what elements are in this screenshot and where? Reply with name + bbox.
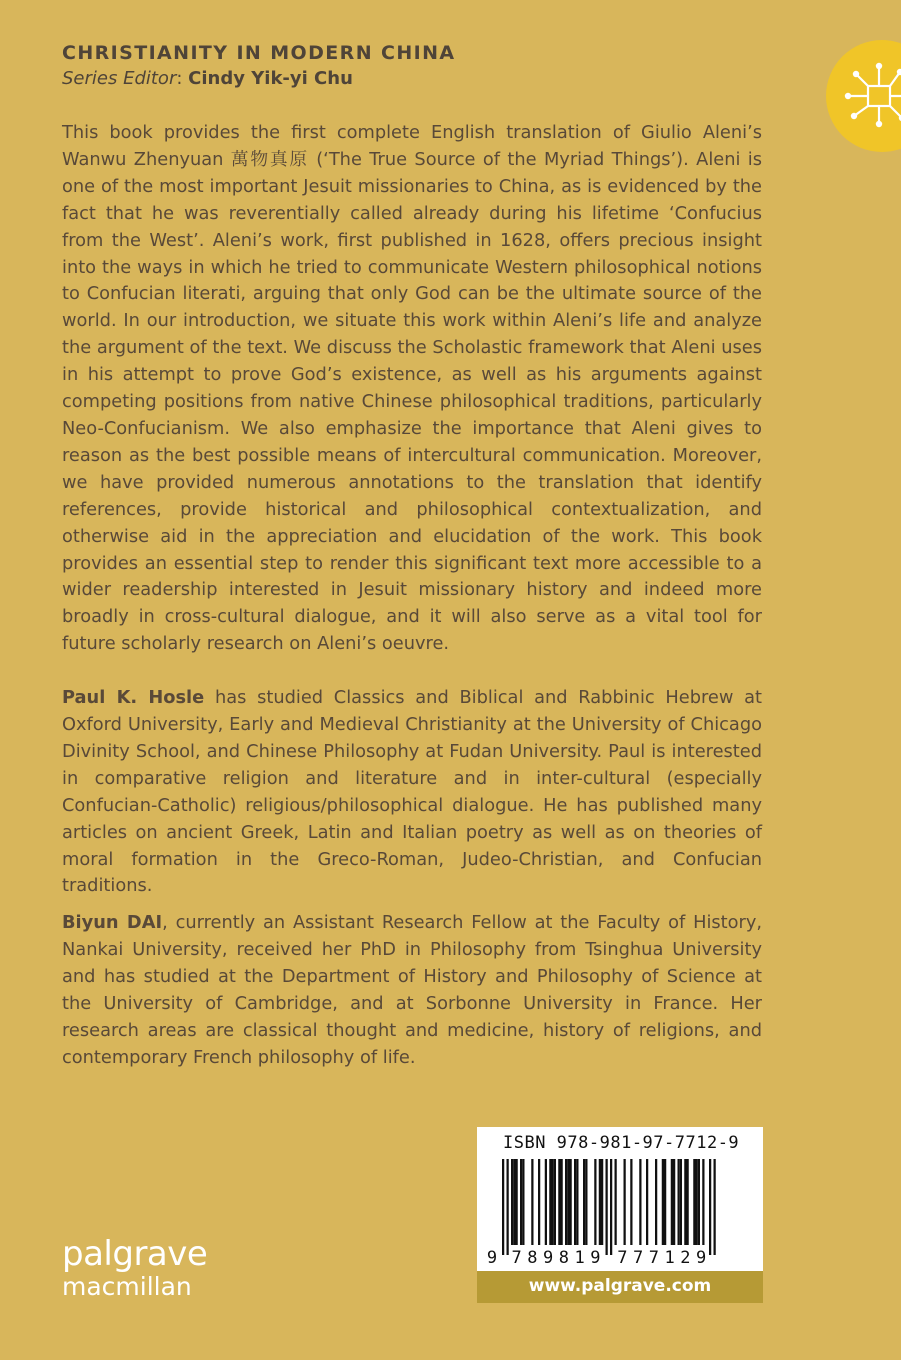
barcode-bar xyxy=(684,1159,686,1245)
barcode-digit: 7 xyxy=(617,1248,628,1268)
barcode-digit: 1 xyxy=(664,1248,675,1268)
barcode-bar xyxy=(696,1159,698,1245)
barcode-bar xyxy=(513,1159,515,1245)
barcode-digit: 9 xyxy=(543,1248,554,1268)
barcode-bar xyxy=(610,1159,612,1255)
author-name-2: Biyun DAI xyxy=(62,912,163,934)
author-bio-1 xyxy=(62,685,762,900)
barcode-bar xyxy=(630,1159,632,1245)
barcode-bar xyxy=(639,1159,641,1245)
barcode-digit: 7 xyxy=(648,1248,660,1268)
barcode-bar xyxy=(511,1159,513,1245)
isbn-label: ISBN 978-981-97-7712-9 xyxy=(503,1133,740,1153)
barcode-bar xyxy=(570,1159,572,1245)
barcode-bar xyxy=(520,1159,522,1245)
barcode-bar xyxy=(606,1159,608,1255)
barcode-bar xyxy=(646,1159,648,1245)
barcode-bar xyxy=(567,1159,569,1245)
barcode-bar xyxy=(502,1159,504,1255)
barcode-bar xyxy=(615,1159,617,1245)
series-editor-separator: : xyxy=(176,68,189,89)
barcode-bar xyxy=(624,1159,626,1245)
barcode-bar xyxy=(678,1159,680,1245)
barcode-bar xyxy=(507,1159,509,1255)
author-bio-2 xyxy=(62,910,762,1071)
barcode-bar xyxy=(531,1159,533,1245)
barcode-image xyxy=(477,1157,763,1271)
barcode-bar xyxy=(552,1159,554,1245)
barcode-bar xyxy=(561,1159,563,1245)
barcode-bars xyxy=(502,1159,716,1255)
barcode-digit: 7 xyxy=(511,1248,522,1268)
barcode-bar xyxy=(687,1159,689,1245)
publisher-url[interactable]: www.palgrave.com xyxy=(477,1271,763,1303)
series-editor xyxy=(62,66,782,92)
barcode-bar xyxy=(522,1159,524,1245)
barcode-digit: 2 xyxy=(680,1248,691,1268)
barcode-bar xyxy=(585,1159,587,1245)
barcode-bar xyxy=(599,1159,601,1245)
series-header xyxy=(62,40,782,92)
author-bio-text-1: has studied Classics and Biblical and Rabbinic Hebrew at Oxford University, Early and Medieval Christianity at the University of Chicago Divinity School, and Chinese Philosophy at Fudan University. Paul is interested in comparative religion and literature and in inter-cultural (especially Confucian-Catholic) religious/philosophical dialogue. He has published many articles on ancient Greek, Latin and Italian poetry as well as on theories of moral formation in the Greco-Roman, Judeo-Christian, and Confucian traditions. xyxy=(62,687,762,897)
barcode-bar xyxy=(576,1159,578,1245)
series-editor-name: Cindy Yik-yi Chu xyxy=(188,68,353,89)
barcode-bar xyxy=(709,1159,711,1255)
barcode-bar xyxy=(565,1159,567,1245)
barcode-bar xyxy=(693,1159,695,1245)
publisher-logo-line2: macmillan xyxy=(62,1272,192,1301)
palgrave-springer-logo-icon xyxy=(826,40,901,152)
barcode-bar xyxy=(549,1159,551,1245)
barcode-bar xyxy=(558,1159,560,1245)
barcode-digit: 1 xyxy=(574,1248,585,1268)
barcode-bar xyxy=(655,1159,657,1245)
barcode-bar xyxy=(594,1159,596,1245)
barcode-digit: 9 xyxy=(590,1248,601,1268)
barcode-bar xyxy=(664,1159,666,1245)
barcode-bar xyxy=(516,1159,518,1245)
barcode-bar xyxy=(601,1159,603,1245)
barcode-digit: 7 xyxy=(633,1248,644,1268)
barcode-bar xyxy=(673,1159,675,1245)
barcode-bar xyxy=(545,1159,547,1245)
barcode-box xyxy=(477,1127,763,1271)
series-title: CHRISTIANITY IN MODERN CHINA xyxy=(62,42,456,64)
barcode-digit: 9 xyxy=(696,1248,707,1268)
author-bio-text-2: , currently an Assistant Research Fellow at the Faculty of History, Nankai University, received her PhD in Philosophy from Tsinghua University and has studied at the Department of History and Philosophy of Science at the University of Cambridge, and at Sorbonne University in France. Her research areas are classical thought and medicine, history of religions, and contemporary French philosophy of life. xyxy=(62,912,762,1068)
barcode-bar xyxy=(702,1159,704,1245)
blurb-paragraph: This book provides the first complete English translation of Giulio Aleni’s Wanwu Zhenyuan 萬物真原 (‘The True Source of the Myriad Things’). Aleni is one of the most important Jesuit missionaries to China, as is evidenced by the fact that he was reverentially called already during his lifetime ‘Confucius from the West’. Aleni’s work, first published in 1628, offers precious insight into the ways in which he tried to communicate Western philosophical notions to Confucian literati, arguing that only God can be the ultimate source of the world. In our introduction, we situate this work within Aleni’s life and analyze the argument of the text. We discuss the Scholastic framework that Aleni uses in his attempt to prove God’s existence, as well as his arguments against competing positions from native Chinese philosophical traditions, particularly Neo-Confucianism. We also emphasize the importance that Aleni gives to reason as the best possible means of intercultural communication. Moreover, we have provided numerous annotations to the translation that identify references, provide historical and philosophical contextualization, and otherwise aid in the appreciation and elucidation of the work. This book provides an essential step to render this significant text more accessible to a wider readership interested in Jesuit missionary history and indeed more broadly in cross-cultural dialogue, and it will also serve as a vital tool for future scholarly research on Aleni’s oeuvre. xyxy=(62,122,762,655)
author-name-1: Paul K. Hosle xyxy=(62,687,205,709)
barcode-digit: 9 xyxy=(486,1248,498,1268)
barcode-bar xyxy=(574,1159,576,1245)
barcode-bar xyxy=(538,1159,540,1245)
barcode-bar xyxy=(554,1159,556,1245)
barcode-bar xyxy=(698,1159,700,1245)
barcode-bar xyxy=(680,1159,682,1245)
back-cover-text xyxy=(62,120,762,1099)
barcode-digit: 8 xyxy=(558,1248,570,1268)
barcode-bar xyxy=(583,1159,585,1245)
barcode-digits xyxy=(487,1248,706,1268)
publisher-logo xyxy=(62,1236,207,1302)
barcode-bar xyxy=(671,1159,673,1245)
series-editor-label: Series Editor xyxy=(62,68,177,89)
barcode-bar xyxy=(662,1159,664,1245)
barcode-digit: 8 xyxy=(527,1248,538,1268)
publisher-logo-line1: palgrave xyxy=(62,1234,208,1274)
barcode-bar xyxy=(714,1159,716,1255)
